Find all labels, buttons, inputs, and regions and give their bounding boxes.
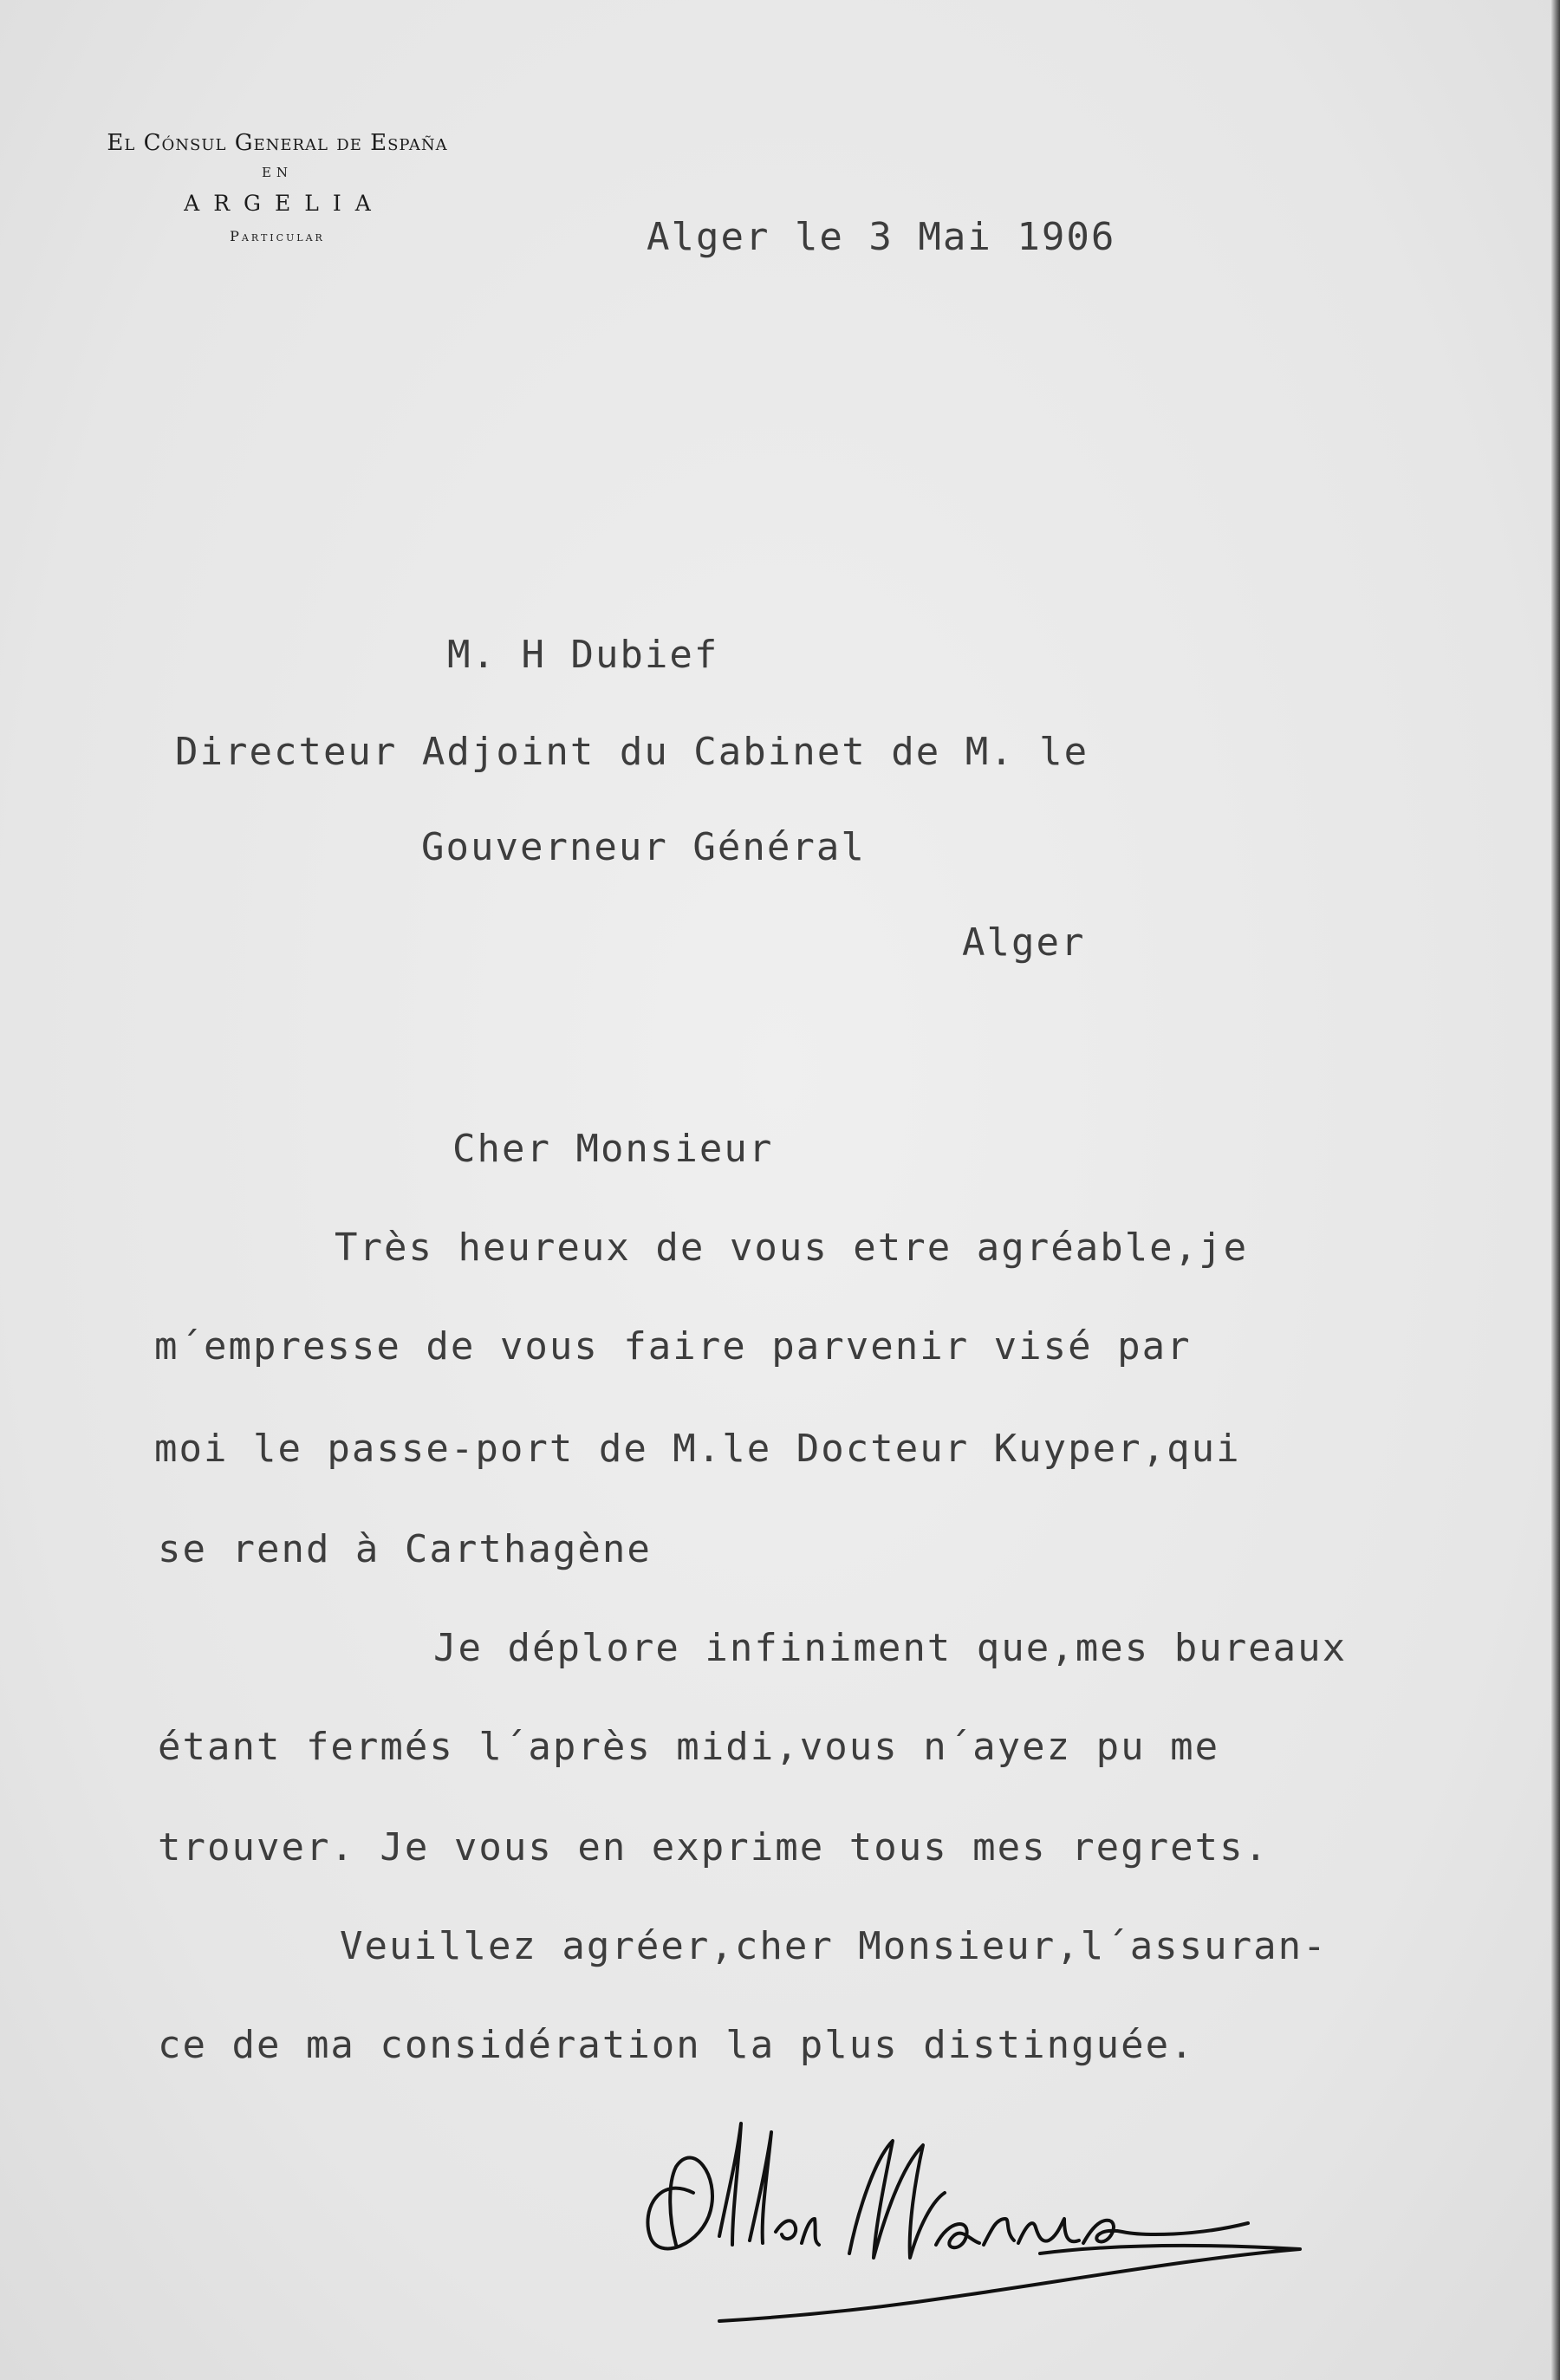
body-line-1: Très heureux de vous etre agréable,je	[335, 1226, 1249, 1270]
body-line-4: se rend à Carthagène	[158, 1527, 652, 1571]
body-line-6: étant fermés l´après midi,vous n´ayez pu me	[158, 1725, 1220, 1769]
letterhead-country: ARGELIA	[184, 191, 385, 216]
body-line-2: m´empresse de vous faire parvenir visé par	[154, 1324, 1192, 1369]
letterhead-en: EN	[261, 165, 294, 180]
recipient-city: Alger	[962, 920, 1086, 965]
body-line-8: Veuillez agréer,cher Monsieur,l´assuran-	[340, 1924, 1328, 1968]
letterhead	[104, 130, 451, 244]
salutation: Cher Monsieur	[452, 1127, 774, 1171]
recipient-title-line1: Directeur Adjoint du Cabinet de M. le	[175, 730, 1089, 774]
body-line-7: trouver. Je vous en exprime tous mes regrets.	[158, 1825, 1270, 1870]
letterhead-title: El Cónsul General de España	[107, 130, 448, 156]
recipient-title-line2: Gouverneur Général	[421, 825, 866, 869]
dateline: Alger le 3 Mai 1906	[647, 215, 1116, 259]
letterhead-private: Particular	[230, 228, 325, 244]
body-line-3: moi le passe-port de M.le Docteur Kuyper,qui	[154, 1427, 1241, 1471]
page-edge-shadow	[1551, 0, 1560, 2380]
recipient-name: M. H Dubief	[447, 633, 719, 677]
body-line-5: Je déplore infiniment que,mes bureaux	[433, 1626, 1348, 1670]
body-line-9: ce de ma considération la plus distinguée.	[158, 2023, 1195, 2067]
signature	[589, 2089, 1369, 2331]
